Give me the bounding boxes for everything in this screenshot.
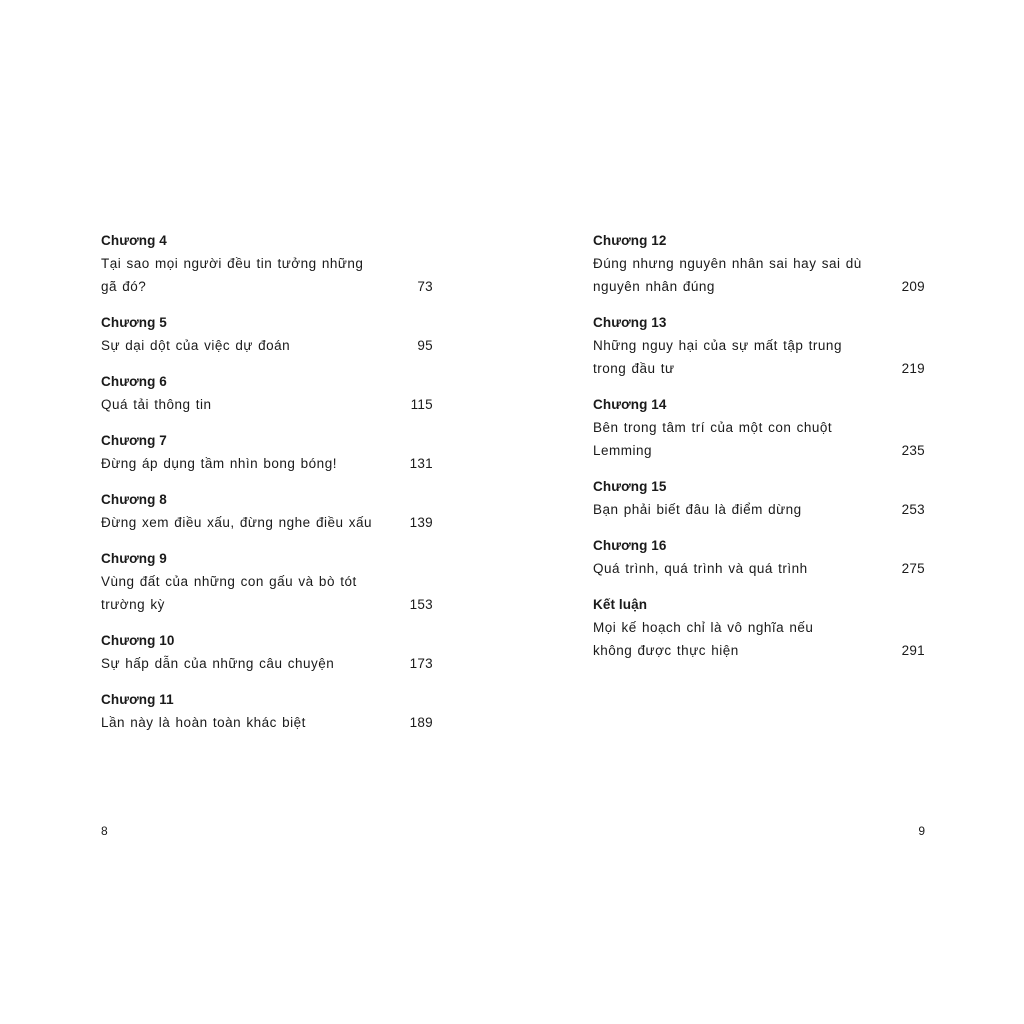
chapter-title-text: Đừng áp dụng tầm nhìn bong bóng! <box>101 456 337 471</box>
chapter-title-text: Vùng đất của những con gấu và bò tót <box>101 574 357 589</box>
chapter-title-text: Bên trong tâm trí của một con chuột <box>593 420 833 435</box>
chapter-title-text: không được thực hiện <box>593 643 739 658</box>
chapter-heading: Chương 10 <box>101 633 175 648</box>
chapter-title-line <box>101 252 433 275</box>
chapter-title-text: Sự hấp dẫn của những câu chuyện <box>101 656 335 671</box>
page-number-left: 8 <box>101 824 108 838</box>
chapter-heading: Chương 6 <box>101 374 167 389</box>
chapter-page-number: 291 <box>901 643 925 658</box>
chapter-title-text: Lần này là hoàn toàn khác biệt <box>101 715 306 730</box>
chapter-title-text: nguyên nhân đúng <box>593 279 715 294</box>
chapter-heading: Chương 7 <box>101 433 167 448</box>
chapter-title-line <box>101 593 433 616</box>
chapter-title-line <box>593 639 925 662</box>
toc-entry <box>101 429 433 475</box>
chapter-title-line <box>593 334 925 357</box>
chapter-page-number: 95 <box>417 338 433 353</box>
chapter-title-line <box>593 416 925 439</box>
chapter-title-text: Mọi kế hoạch chỉ là vô nghĩa nếu <box>593 620 814 635</box>
chapter-title-text: Sự dại dột của việc dự đoán <box>101 338 291 353</box>
chapter-title-line <box>593 439 925 462</box>
toc-entry <box>101 488 433 534</box>
chapter-title-line <box>593 357 925 380</box>
chapter-page-number: 131 <box>409 456 433 471</box>
toc-entry <box>593 534 925 580</box>
chapter-title-text: Lemming <box>593 443 653 458</box>
chapter-heading: Chương 8 <box>101 492 167 507</box>
toc-entry <box>101 229 433 298</box>
chapter-title-text: Quá trình, quá trình và quá trình <box>593 561 808 576</box>
right-page <box>593 0 925 1024</box>
chapter-heading: Chương 15 <box>593 479 667 494</box>
chapter-page-number: 275 <box>901 561 925 576</box>
table-of-contents-left <box>101 229 433 747</box>
toc-entry <box>593 393 925 462</box>
chapter-title-line <box>101 393 433 416</box>
toc-entry <box>593 229 925 298</box>
chapter-title-line <box>593 498 925 521</box>
chapter-heading: Chương 12 <box>593 233 667 248</box>
toc-entry <box>101 311 433 357</box>
chapter-title-line <box>593 557 925 580</box>
page-number-right: 9 <box>918 824 925 838</box>
toc-entry <box>593 311 925 380</box>
chapter-page-number: 173 <box>409 656 433 671</box>
toc-entry <box>101 370 433 416</box>
chapter-title-line <box>593 275 925 298</box>
chapter-title-text: Quá tải thông tin <box>101 397 212 412</box>
table-of-contents-right <box>593 229 925 675</box>
chapter-title-text: trong đầu tư <box>593 361 675 376</box>
chapter-title-text: Đừng xem điều xấu, đừng nghe điều xấu <box>101 515 372 530</box>
chapter-title-text: Bạn phải biết đâu là điểm dừng <box>593 502 802 517</box>
chapter-title-text: gã đó? <box>101 279 147 294</box>
chapter-title-line <box>101 652 433 675</box>
chapter-title-text: trường kỳ <box>101 597 165 612</box>
chapter-title-line <box>101 511 433 534</box>
chapter-heading: Chương 4 <box>101 233 167 248</box>
chapter-heading: Chương 11 <box>101 692 174 707</box>
chapter-page-number: 219 <box>901 361 925 376</box>
chapter-page-number: 115 <box>410 397 433 412</box>
left-page <box>101 0 433 1024</box>
chapter-title-line <box>593 252 925 275</box>
toc-entry <box>101 629 433 675</box>
chapter-page-number: 73 <box>417 279 433 294</box>
chapter-title-line <box>101 711 433 734</box>
chapter-title-line <box>101 452 433 475</box>
chapter-title-line <box>101 570 433 593</box>
chapter-heading: Chương 16 <box>593 538 667 553</box>
toc-entry <box>593 593 925 662</box>
chapter-title-line <box>101 334 433 357</box>
chapter-heading: Chương 9 <box>101 551 167 566</box>
chapter-title-text: Những nguy hại của sự mất tập trung <box>593 338 842 353</box>
toc-entry <box>101 688 433 734</box>
chapter-title-line <box>593 616 925 639</box>
toc-entry <box>101 547 433 616</box>
chapter-heading: Kết luận <box>593 597 648 612</box>
chapter-title-text: Đúng nhưng nguyên nhân sai hay sai dù <box>593 256 862 271</box>
chapter-heading: Chương 14 <box>593 397 667 412</box>
chapter-page-number: 235 <box>901 443 925 458</box>
chapter-page-number: 153 <box>409 597 433 612</box>
chapter-page-number: 139 <box>409 515 433 530</box>
chapter-title-line <box>101 275 433 298</box>
chapter-heading: Chương 5 <box>101 315 167 330</box>
toc-entry <box>593 475 925 521</box>
chapter-page-number: 253 <box>901 502 925 517</box>
chapter-page-number: 209 <box>901 279 925 294</box>
chapter-page-number: 189 <box>409 715 433 730</box>
chapter-title-text: Tại sao mọi người đều tin tưởng những <box>101 256 364 271</box>
chapter-heading: Chương 13 <box>593 315 667 330</box>
